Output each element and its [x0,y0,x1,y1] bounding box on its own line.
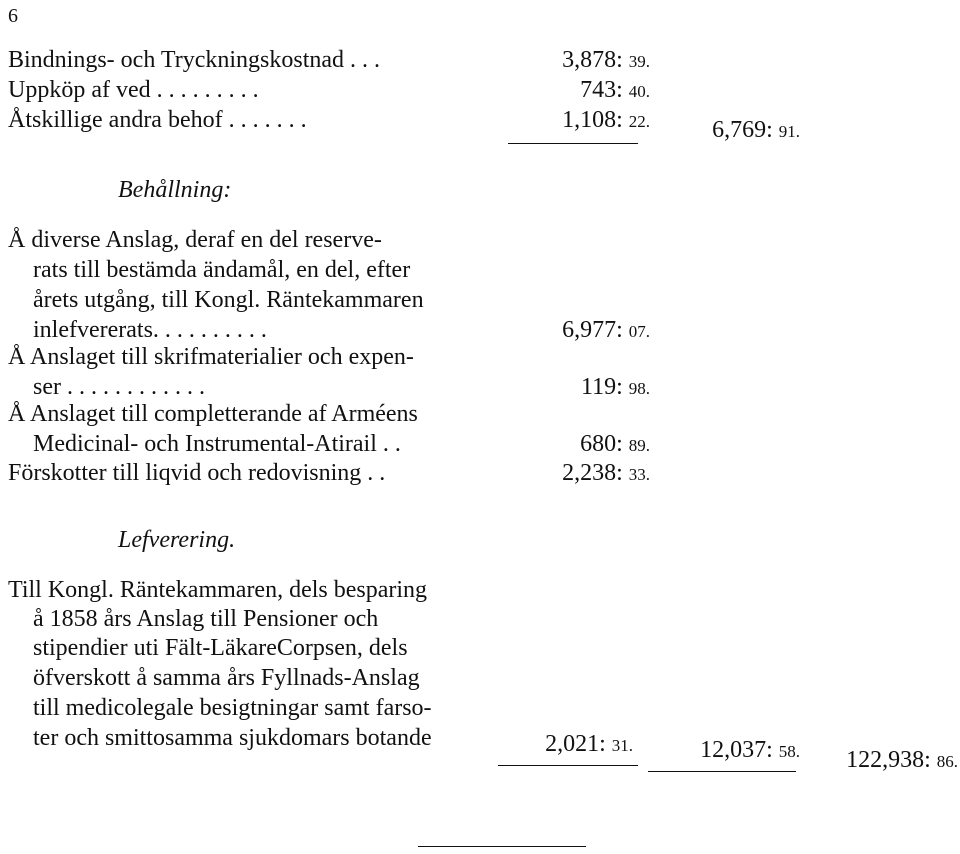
text-line: Å Anslaget till completterande af Arméens [8,401,418,427]
sum-rule [508,143,638,144]
text-line: ser . . . . . . . . . . . . [33,374,205,400]
behallning-amount: 119: 98. [580,374,650,400]
page-rule [418,846,586,847]
text-line: Medicinal- och Instrumental-Atirail . . [33,431,401,457]
text-line: Å Anslaget till skrifmaterialier och expen- [8,344,414,370]
grand-total: 122,938: 86. [846,747,958,773]
sum-rule [498,765,638,766]
subtotal: 12,037: 58. [700,737,800,763]
text-line: Förskotter till liqvid och redovisning . . [8,460,386,486]
text-line: Å diverse Anslag, deraf en del reserve- [8,227,382,253]
text-line: inlefvererats. . . . . . . . . . [33,317,267,343]
behallning-amount: 6,977: 07. [562,317,650,343]
leverering-amount: 2,021: 31. [545,731,633,757]
expense-amount: 1,108: 22. [562,107,650,133]
expense-line: Bindnings- och Tryckningskostnad . . . [8,47,381,73]
text-line: stipendier uti Fält-LäkareCorpsen, dels [33,635,408,661]
text-line: å 1858 års Anslag till Pensioner och [33,606,379,632]
text-line: Till Kongl. Räntekammaren, dels besparing [8,577,428,603]
expenses-total: 6,769: 91. [712,117,800,143]
expense-amount: 743: 40. [580,77,650,103]
behallning-amount: 2,238: 33. [562,460,650,486]
behallning-amount: 680: 89. [580,431,650,457]
text-line: rats till bestämda ändamål, en del, efter [33,257,411,283]
text-line: till medicolegale besigtningar samt farso- [33,695,432,721]
text-line: årets utgång, till Kongl. Räntekammaren [33,287,424,313]
page-number: 6 [8,5,18,27]
leverering-heading: Lefverering. [118,527,236,553]
text-line: öfverskott å samma års Fyllnads-Anslag [33,665,420,691]
expense-line: Åtskillige andra behof . . . . . . . [8,107,307,133]
text-line: ter och smittosamma sjukdomars botande [33,725,432,751]
sum-rule [648,771,796,772]
expense-amount: 3,878: 39. [562,47,650,73]
behallning-heading: Behållning: [118,177,232,203]
expense-line: Uppköp af ved . . . . . . . . . [8,77,259,103]
